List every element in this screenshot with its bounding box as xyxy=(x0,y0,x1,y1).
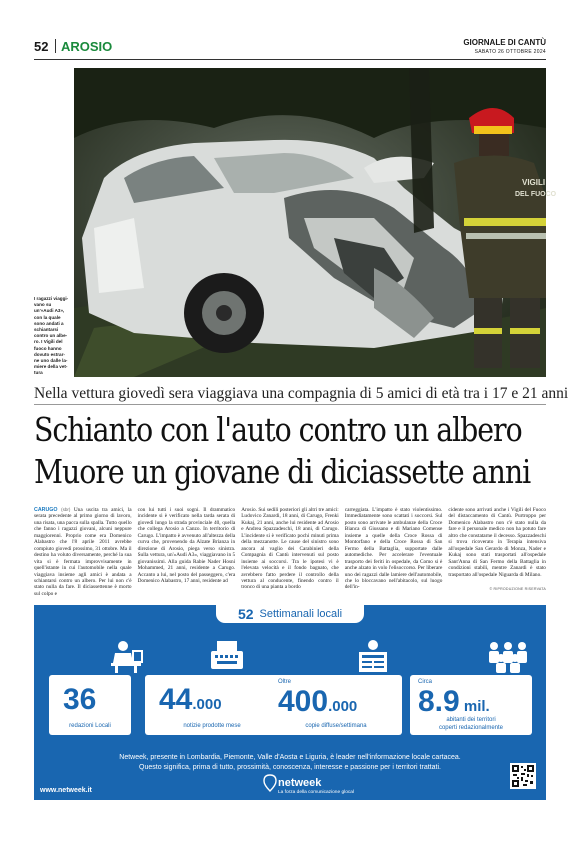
stat-inhabitants-label-2: coperti redazionalmente xyxy=(438,725,504,731)
article-column-1 xyxy=(34,507,132,597)
page-number: 52 xyxy=(34,39,49,54)
stat-copies xyxy=(270,675,402,735)
dateline-tag: (sbr) xyxy=(61,507,71,512)
article-body xyxy=(34,507,546,597)
stat-news-suffix: .000 xyxy=(192,696,222,713)
netweek-advertisement xyxy=(34,605,546,800)
stat-news-number: 44 xyxy=(159,683,193,716)
stat-news-value xyxy=(159,685,222,715)
article-kicker: Nella vettura giovedì sera viaggiava una compagnia di 5 amici di età tra i 17 e 21 anni xyxy=(34,385,569,402)
truck-text-1: VIGILI xyxy=(522,178,546,187)
stat-news xyxy=(145,675,279,735)
reporter-desk-icon xyxy=(109,639,143,673)
netweek-website-link[interactable]: www.netweek.it xyxy=(40,787,92,794)
dateline-place: CARUGO xyxy=(34,507,58,513)
stat-newsrooms xyxy=(49,675,131,735)
headline-line-2: Muore un giovane di diciassette anni xyxy=(34,452,531,491)
netweek-logo: netweek xyxy=(278,777,322,789)
page-header xyxy=(34,30,546,60)
qr-code-icon xyxy=(512,765,534,787)
truck-text-2: DEL FUOCO xyxy=(515,191,557,198)
header-divider xyxy=(55,39,56,53)
article-column-2: con lui tutti i suoi sogni. Il drammatico incidente si è verificato nella tarda serata di giovedì lungo la strada provinciale 40, quella che collega Arosio a Canzo. In territorio di Carugo. L'impatto è avvenuto all'altezza della curva che, provenendo da Alzate Brianza in direzione di Arosio, piega verso sinistra. Sulla vettura, un'«Audi A3», viaggiavano in 5 giovanissimi. Alla guida Rabie Nader Hosni Mohammed, 21 anni, residente a Carugo. Accanto a lui, nel posto del passeggero, c'era Domenico Alabastro, 17 anni, residente ad xyxy=(137,507,236,584)
kicker-rule xyxy=(34,404,546,405)
crash-photo xyxy=(74,68,557,377)
qr-code[interactable] xyxy=(510,763,536,789)
stat-inhabitants-prefix: Circa xyxy=(418,679,433,685)
stat-inhabitants-number: 8.9 xyxy=(418,685,460,718)
copyright-notice: © RIPRODUZIONE RISERVATA xyxy=(489,587,546,591)
stat-inhabitants-value xyxy=(418,687,490,717)
stat-news-label: notizie prodotte mese xyxy=(183,723,241,729)
ad-body-line-2: Questo significa, prima di tutto, prossimità, conoscenza, interesse e passione per i territori trattati. xyxy=(139,764,441,771)
stat-copies-label: copie diffuse/settimana xyxy=(305,723,367,729)
stat-copies-suffix: .000 xyxy=(328,698,358,715)
stat-copies-number: 400 xyxy=(278,685,329,718)
pill-label: Settimanali locali xyxy=(259,608,343,620)
crash-photo-illustration xyxy=(74,68,557,377)
article-column-5: cidente sono arrivati anche i Vigili del Fuoco del distaccamento di Cantù. Purtroppo per Domenico Alabastro non c'è stato nulla da fare e il personale medico non ha potuto fare altro che constatarne il decesso. Spazzadeschi si trova ricoverato in Terapia intensiva all'ospedale San Gerardo di Monza, Nader e Kukaj sono stati trasportati all'ospedale Sant'Anna di San Fermo della Battaglia in condizioni stabili, mentre Zanardi è stato trasportato all'ospedale Niguarda di Milano. xyxy=(448,507,546,578)
ad-body-line-1: Netweek, presente in Lombardia, Piemonte, Valle d'Aosta e Liguria, è leader nell'informazione locale cartacea. xyxy=(119,754,461,761)
netweek-tagline: La forza della comunicazione glocal xyxy=(278,790,354,795)
article-column-4: carreggiata. L'impatto è stato violentissimo. Immediatamente sono scattati i soccorsi. Sul posto sono arrivate le ambulanze della Croce Bianca di Giussano e di Mariano Comense insieme a quelle della Croce Rossa di Montorfano e della Croce Rossa di San Fermo della Battaglia, supportate dalle automediche. Per accelerare l'eventuale trasporto dei feriti in ospedale, da Como si è anche alzato in volo l'elisoccorso. Per liberare uno dei ragazzi dalle lamiere dell'automobile, che lo bloccavano nell'abitacolo, sul luogo dell'in- xyxy=(344,507,443,591)
stat-newsrooms-value: 36 xyxy=(63,683,97,716)
column-1-text: Una uscita tra amici, la serata precedente al primo giorno di lavoro, una risata, una pacca sulla spalla. Tutto quello che fanno i ragazzi giovani, alcuni neppure maggiorenni. Proprio come era Domenico Alabastro che l'8 aprile 2011 avrebbe compiuto giovedì prossimo, 31 ottobre. Ma il destino ha voluto diversamente, perché la sua vita si è fermata improvvisamente in quell'istante in cui l'automobile nella quale viaggiava insieme agli amici è andata a schiantarsi contro un albero. Per lui non c'è stato nulla da fare. Il diciassettenne è morto sul colpo e xyxy=(34,507,132,597)
stat-copies-prefix: Oltre xyxy=(278,679,292,685)
location-pin-icon xyxy=(264,775,276,791)
ad-body-text xyxy=(34,753,546,773)
stat-inhabitants xyxy=(410,675,532,735)
headline-line-1: Schianto con l'auto contro un albero xyxy=(34,410,522,449)
stat-newsrooms-label: redazioni Locali xyxy=(69,723,111,729)
section-name: AROSIO xyxy=(61,39,113,54)
newspaper-name: GIORNALE DI CANTÙ xyxy=(463,38,546,47)
stat-copies-value xyxy=(278,687,357,717)
typewriter-icon xyxy=(209,641,245,673)
photo-caption: I ragazzi viaggi-vano su un'«Audi A3», con la quale sono andati a schiantarsi contro un albe-ro. I Vigili del fuoco hanno dovuto estrar-ne uno dalle la-miere della vet-tura xyxy=(34,296,69,376)
pill-number: 52 xyxy=(237,606,254,622)
article-column-3: Arosio. Sui sedili posteriori gli altri tre amici: Ludovico Zanardi, 18 anni, di Carugo, Frenki Kukaj, 21 anni, anche lui residente ad Arosio e Andrea Spazzadeschi, 18 anni, di Carugo. L'incidente si è verificato pochi minuti prima della mezzanotte. Le cause del sinistro sono ancora al vaglio dei Carabinieri della Compagnia di Cantù intervenuti sul posto insieme ai soccorsi. Tra le ipotesi vi è l'elevata velocità e il fondo bagnato, che avrebbero fatto perdere il controllo della vettura al conducente, finendo contro il tronco di una pianta a bordo xyxy=(241,507,339,591)
newspaper-reader-icon xyxy=(356,639,390,675)
header-rule xyxy=(34,59,546,60)
issue-date: SABATO 26 OTTOBRE 2024 xyxy=(474,49,546,55)
people-group-icon xyxy=(486,641,530,673)
stat-inhabitants-label-1: abitanti dei territori xyxy=(446,717,496,723)
ad-pill-header xyxy=(216,605,364,623)
stat-inhabitants-suffix: mil. xyxy=(459,698,490,715)
